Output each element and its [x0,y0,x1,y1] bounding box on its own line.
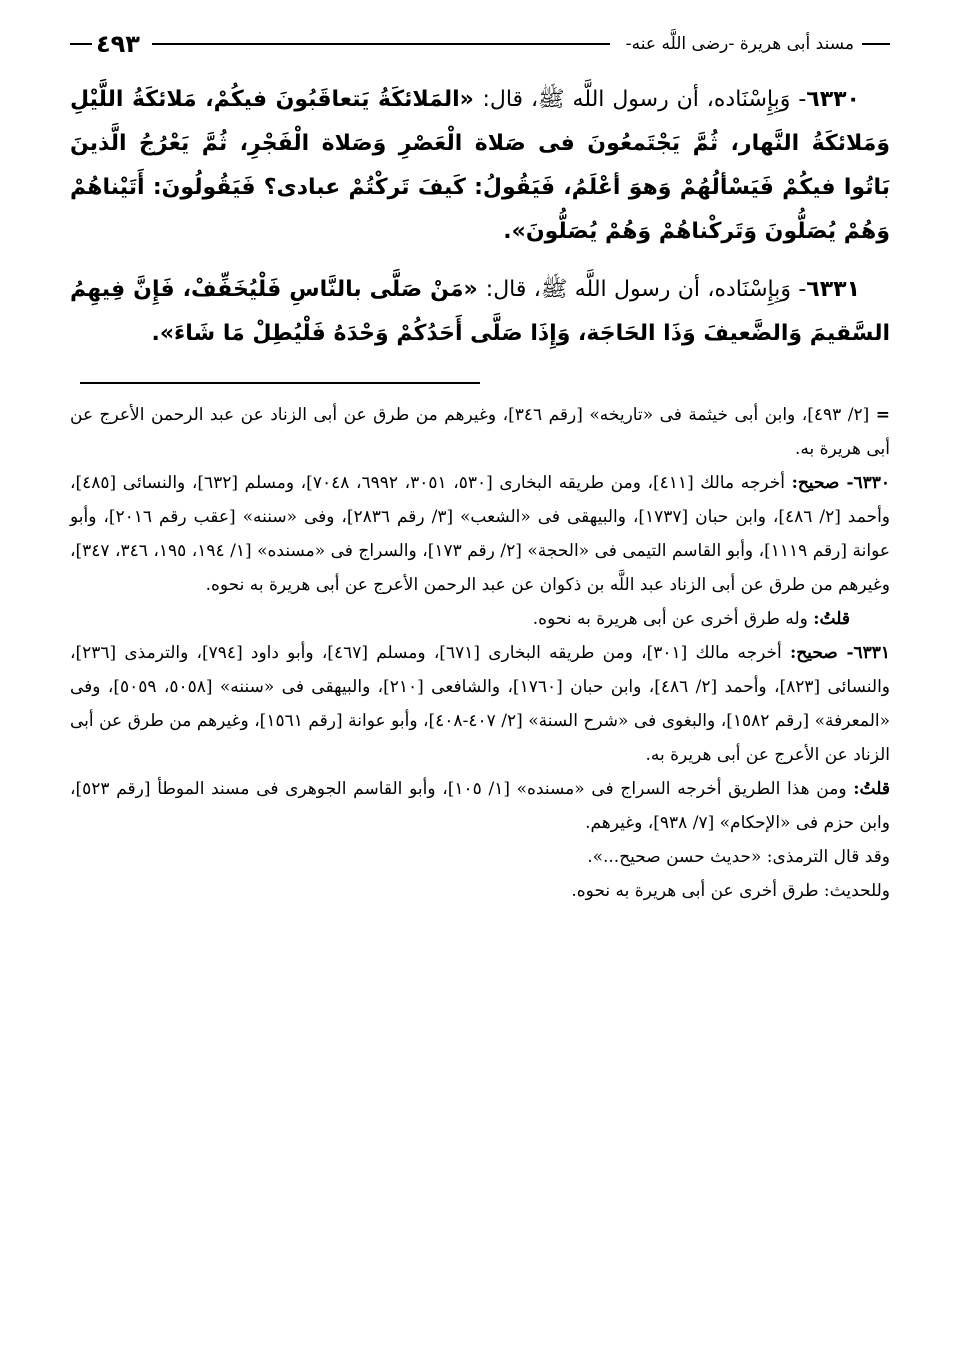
hadith-isnad: - وَبِإِسْنَاده، أن رسول اللَّه ﷺ، قال: [485,277,807,302]
hadith-number: ٦٣٣١ [806,277,860,302]
footnote-text: [٢/ ٤٩٣]، وابن أبى خيثمة فى «تاريخه» [رقم ٣٤٦]، وغيرهم من طرق عن أبى الزناد عن عبد الرحمن الأعرج عن أبى هريرة به. [70,405,890,459]
page-header [70,22,890,66]
footnote-6330 [70,466,890,602]
footnote-tirmidhi-grading [70,840,890,874]
hadith-6330 [70,78,890,254]
footnote-6331 [70,636,890,772]
footnote-label: = [875,405,890,425]
page-number: ٤٩٣ [96,30,140,58]
footnote-continuation [70,398,890,466]
footnote-text: ومن هذا الطريق أخرجه السراج فى «مسنده» [١/ ١٠٥]، وأبو القاسم الجوهرى فى مسند الموطأ [رقم ٥٢٣]، وابن حزم فى «الإحكام» [٧/ ٩٣٨]، وغيرهم. [70,779,890,833]
footnote-other-routes [70,874,890,908]
header-rule [152,43,610,45]
hadith-text: «المَلائكَةُ يَتعاقَبُونَ فيكُمْ، مَلائكَةُ اللَّيْلِ وَمَلائكَةُ النَّهار، ثُمَّ يَجْتَمعُونَ فى صَلاة الْعَصْرِ وَصَلاة الْفَجْرِ، ثُمَّ يَعْرُجُ الَّذينَ بَاتُوا فيكُمْ فَيَسْألُهُمْ وَهوَ أعْلَمُ، فَيَقُولُ: كَيفَ تَركْتُمْ عبادى؟ فَيَقُولُونَ: أَتَيْناهُمْ وَهُمْ يُصَلُّونَ وَتَركْناهُمْ وَهُمْ يُصَلُّونَ». [70,87,890,244]
footnote-remark [70,602,890,636]
footnote-text: وقد قال الترمذى: «حديث حسن صحيح...». [587,847,890,867]
footnotes [70,398,890,908]
footnote-text: وللحديث: طرق أخرى عن أبى هريرة به نحوه. [571,881,890,901]
footnote-label: ٦٣٣٠- صحيح: [791,473,891,493]
footnote-label: قلتُ: [813,609,850,629]
running-title: مسند أبى هريرة -رضى اللَّه عنه- [625,34,854,54]
hadith-number: ٦٣٣٠ [806,87,860,112]
footnote-remark [70,772,890,840]
header-lead-rule [862,43,890,45]
footnote-text: أخرجه مالك [٣٠١]، ومن طريقه البخارى [٦٧١]، ومسلم [٤٦٧]، وأبو داود [٧٩٤]، والترمذى [٢٣٦]، والنسائى [٨٢٣]، وأحمد [٢/ ٤٨٦]، وابن حبان [١٧٦٠]، والشافعى [٢١٠]، والبيهقى فى «سننه» [٥٠٥٨، ٥٠٥٩]، وفى «المعرفة» [رقم ١٥٨٢]، والبغوى فى «شرح السنة» [٢/ ٤٠٧-٤٠٨]، وأبو عوانة [رقم ١٥٦١]، وغيرهم من طرق عن أبى الزناد عن الأعرج عن أبى هريرة به. [70,643,891,765]
footnote-label: ٦٣٣١- صحيح: [789,643,891,663]
footnote-separator [80,382,480,384]
footnote-label: قلتُ: [853,779,890,799]
hadith-isnad: - وَبِإِسْنَاده، أن رسول اللَّه ﷺ، قال: [482,87,807,112]
book-page [70,22,890,908]
hadith-6331 [70,268,890,356]
footnote-text: وله طرق أخرى عن أبى هريرة به نحوه. [532,609,808,629]
header-trail-rule [70,43,92,45]
hadith-text: «مَنْ صَلَّى بالنَّاسِ فَلْيُخَفِّفْ، فَإِنَّ فِيهِمُ السَّقيمَ وَالضَّعيفَ وَذَا الحَاجَة، وَإِذَا صَلَّى أَحَدُكُمْ وَحْدَهُ فَلْيُطِلْ مَا شَاءَ». [70,277,890,346]
footnote-text: أخرجه مالك [٤١١]، ومن طريقه البخارى [٥٣٠، ٣٠٥١، ٦٩٩٢، ٧٠٤٨]، ومسلم [٦٣٢]، والنسائى [٤٨٥]، وأحمد [٢/ ٤٨٦]، وابن حبان [١٧٣٧]، والبيهقى فى «الشعب» [٣/ رقم ٢٨٣٦]، وفى «سننه» [عقب رقم ٢٠١٦]، وأبو عوانة [رقم ١١١٩]، وأبو القاسم التيمى فى «الحجة» [٢/ رقم ١٧٣]، والسراج فى «مسنده» [١/ ١٩٤، ١٩٥، ٣٤٦، ٣٤٧]، وغيرهم من طرق عن أبى الزناد عبد اللَّه بن ذكوان عن عبد الرحمن الأعرج عن أبى هريرة به نحوه. [70,473,890,595]
